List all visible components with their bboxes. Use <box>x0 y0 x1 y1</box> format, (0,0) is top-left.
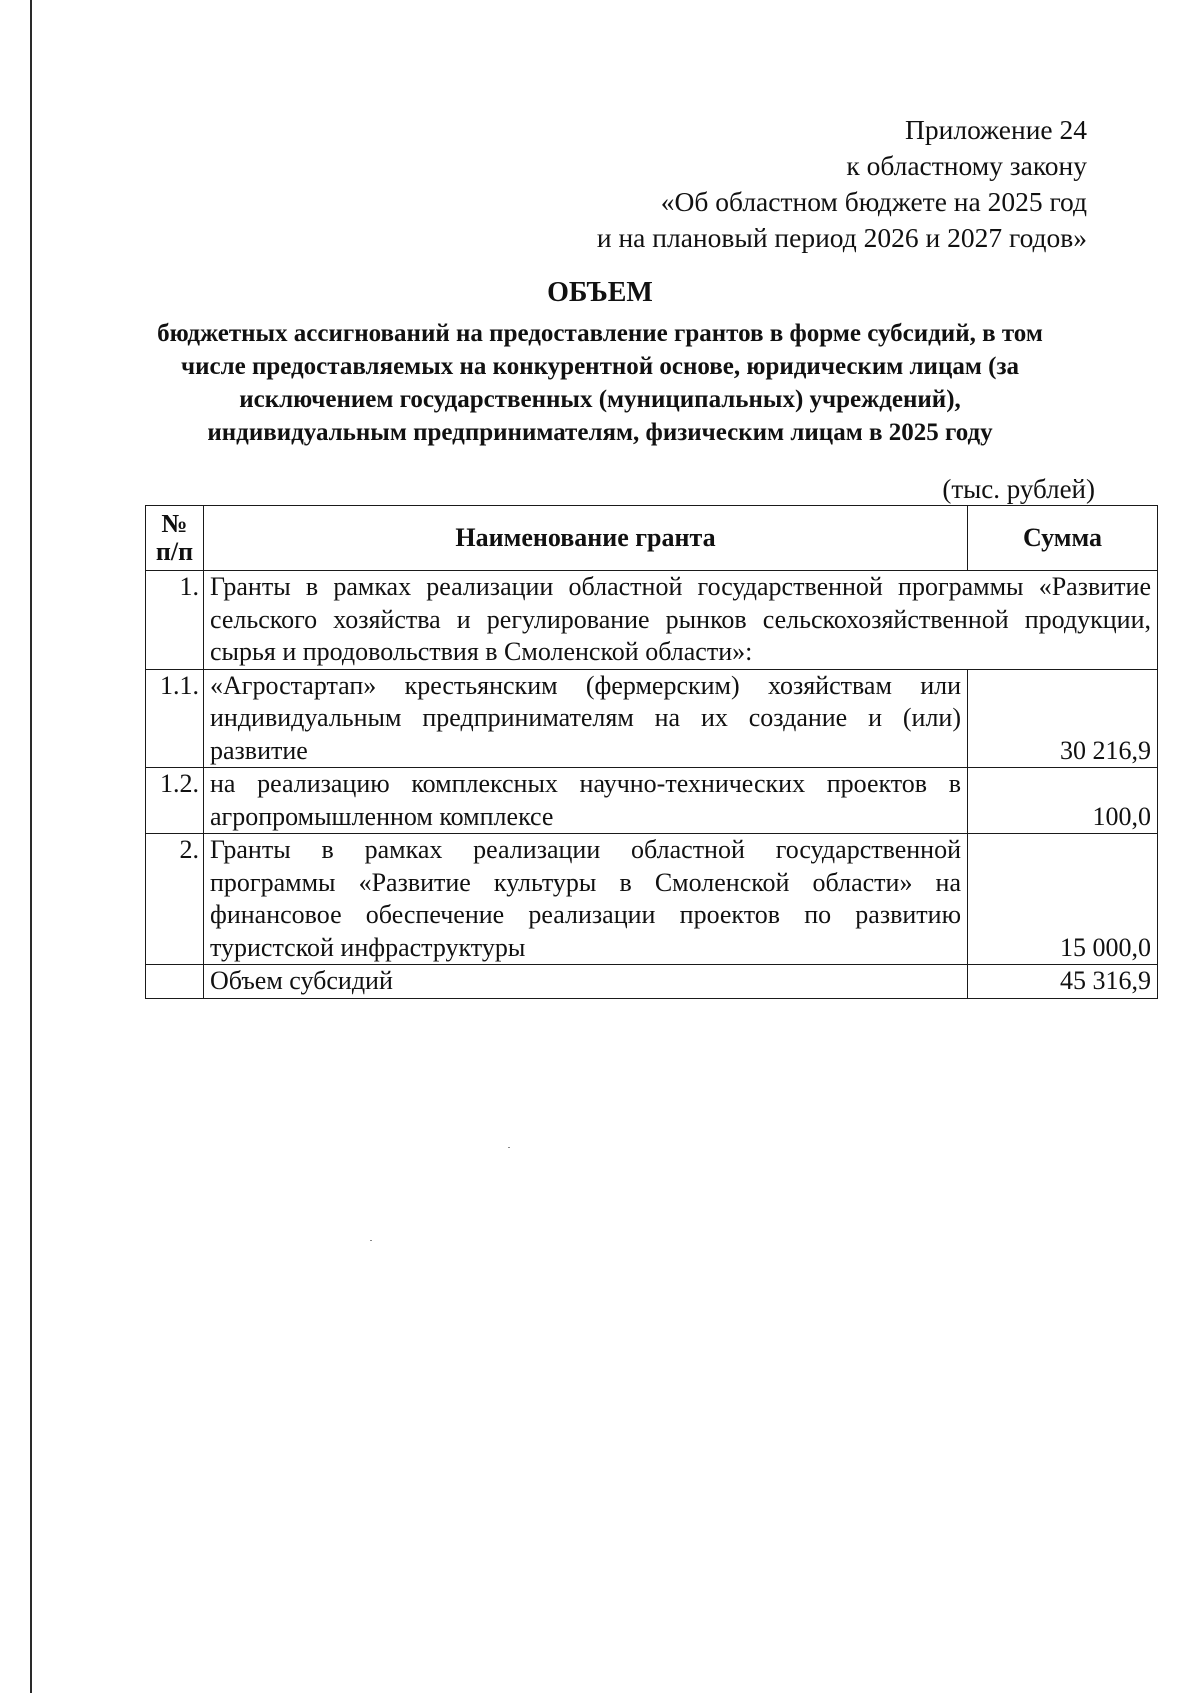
table-row <box>146 768 1158 834</box>
table-row <box>146 834 1158 965</box>
scan-speck <box>370 1240 372 1241</box>
row-num: 2. <box>146 834 204 965</box>
title-subtitle-line: бюджетных ассигнований на предоставление грантов в форме субсидий, в том <box>157 320 1043 347</box>
table-header-row <box>146 506 1158 571</box>
table-total-row <box>146 965 1158 999</box>
units-label: (тыс. рублей) <box>942 474 1095 504</box>
title-subtitle-line: индивидуальным предпринимателям, физическим лицам в 2025 году <box>207 419 993 446</box>
row-num <box>146 965 204 999</box>
row-num: 1. <box>146 571 204 670</box>
row-sum: 30 216,9 <box>968 669 1158 768</box>
header-num-line2: п/п <box>155 537 194 566</box>
scan-speck <box>508 1147 510 1148</box>
appendix-line: Приложение 24 <box>905 114 1087 145</box>
table-row <box>146 571 1158 670</box>
row-num: 1.1. <box>146 669 204 768</box>
scan-edge-line <box>30 0 32 1693</box>
row-name: Гранты в рамках реализации областной государственной программы «Развитие сельского хозяйства и регулирование рынков сельскохозяйственной продукции, сырья и продовольствия в Смоленской области»: <box>204 571 1158 670</box>
appendix-line: «Об областном бюджете на 2025 год <box>660 186 1087 217</box>
row-sum: 45 316,9 <box>968 965 1158 999</box>
title-subtitle-line: числе предоставляемых на конкурентной основе, юридическим лицам (за <box>180 353 1020 380</box>
row-name: на реализацию комплексных научно-технических проектов в агропромышленном комплексе <box>204 768 968 834</box>
header-sum: Сумма <box>968 506 1158 571</box>
grants-table <box>145 505 1158 999</box>
row-sum: 15 000,0 <box>968 834 1158 965</box>
row-name: «Агростартап» крестьянским (фермерским) хозяйствам или индивидуальным предпринимателям на их создание и (или) развитие <box>204 669 968 768</box>
title-subtitle-line: исключением государственных (муниципальных) учреждений), <box>239 386 961 413</box>
table-row <box>146 669 1158 768</box>
appendix-line: к областному закону <box>846 150 1087 181</box>
document-title <box>128 275 1072 449</box>
row-sum: 100,0 <box>968 768 1158 834</box>
header-num <box>146 506 204 571</box>
title-main: ОБЪЕМ <box>547 277 653 308</box>
header-num-line1: № <box>161 509 188 538</box>
row-name: Гранты в рамках реализации областной государственной программы «Развитие культуры в Смоленской области» на финансовое обеспечение реализации проектов по развитию туристской инфраструктуры <box>204 834 968 965</box>
row-name: Объем субсидий <box>204 965 968 999</box>
appendix-line: и на плановый период 2026 и 2027 годов» <box>596 222 1087 253</box>
header-name: Наименование гранта <box>204 506 968 571</box>
appendix-header <box>597 112 1087 256</box>
row-num: 1.2. <box>146 768 204 834</box>
